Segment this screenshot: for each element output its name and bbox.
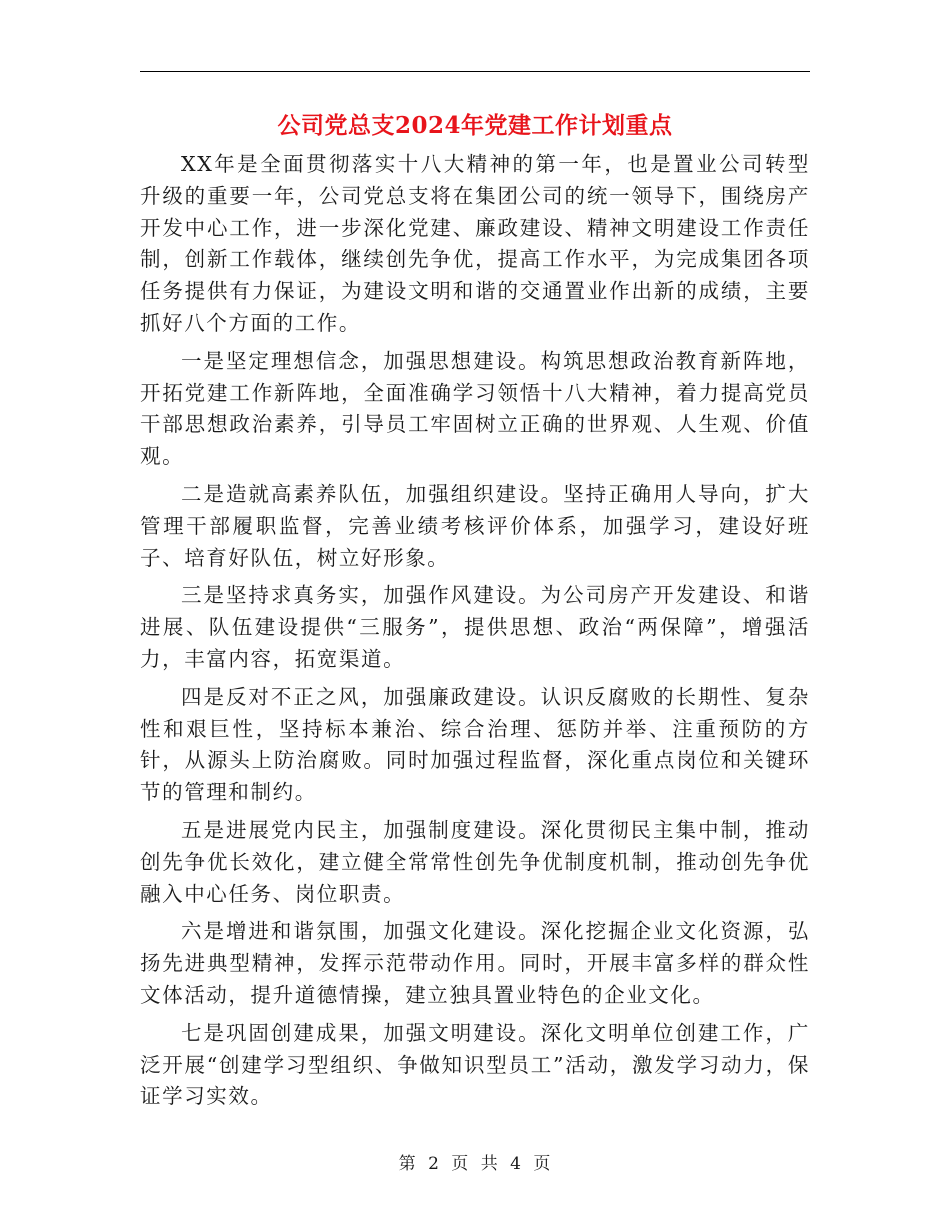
paragraph-item-6: 六是增进和谐氛围，加强文化建设。深化挖掘企业文化资源，弘扬先进典型精神，发挥示范带动作用。同时，开展丰富多样的群众性文体活动，提升道德情操，建立独具置业特色的企业文化。 <box>140 919 810 1007</box>
paragraph-item-5: 五是进展党内民主，加强制度建设。深化贯彻民主集中制，推动创先争优长效化，建立健全常常性创先争优制度机制，推动创先争优融入中心任务、岗位职责。 <box>140 817 810 906</box>
document-title: 公司党总支2024年党建工作计划重点 <box>277 112 673 139</box>
paragraph-item-7: 七是巩固创建成果，加强文明建设。深化文明单位创建工作，广泛开展“创建学习型组织、争做知识型员工”活动，激发学习动力，保证学习实效。 <box>140 1020 810 1109</box>
paragraph-intro: XX年是全面贯彻落实十八大精神的第一年，也是置业公司转型升级的重要一年，公司党总支将在集团公司的统一领导下，围绕房产开发中心工作，进一步深化党建、廉政建设、精神文明建设工作责任制，创新工作载体，继续创先争优，提高工作水平，为完成集团各项任务提供有力保证，为建设文明和谐的交通置业作出新的成绩，主要抓好八个方面的工作。 <box>140 152 810 335</box>
header-rule <box>140 71 810 72</box>
paragraph-item-4: 四是反对不正之风，加强廉政建设。认识反腐败的长期性、复杂性和艰巨性，坚持标本兼治、综合治理、惩防并举、注重预防的方针，从源头上防治腐败。同时加强过程监督，深化重点岗位和关键环节的管理和制约。 <box>140 684 810 805</box>
document-body <box>140 149 810 1119</box>
page-number: 第 2 页 共 4 页 <box>398 1154 552 1174</box>
paragraph-item-2: 二是造就高素养队伍，加强组织建设。坚持正确用人导向，扩大管理干部履职监督，完善业绩考核评价体系，加强学习，建设好班子、培育好队伍，树立好形象。 <box>140 481 810 570</box>
paragraph-item-1: 一是坚定理想信念，加强思想建设。构筑思想政治教育新阵地，开拓党建工作新阵地，全面准确学习领悟十八大精神，着力提高党员干部思想政治素养，引导员工牢固树立正确的世界观、人生观、价值观。 <box>140 348 810 469</box>
paragraph-item-3: 三是坚持求真务实，加强作风建设。为公司房产开发建设、和谐进展、队伍建设提供“三服务”，提供思想、政治“两保障”，增强活力，丰富内容，拓宽渠道。 <box>140 583 810 671</box>
